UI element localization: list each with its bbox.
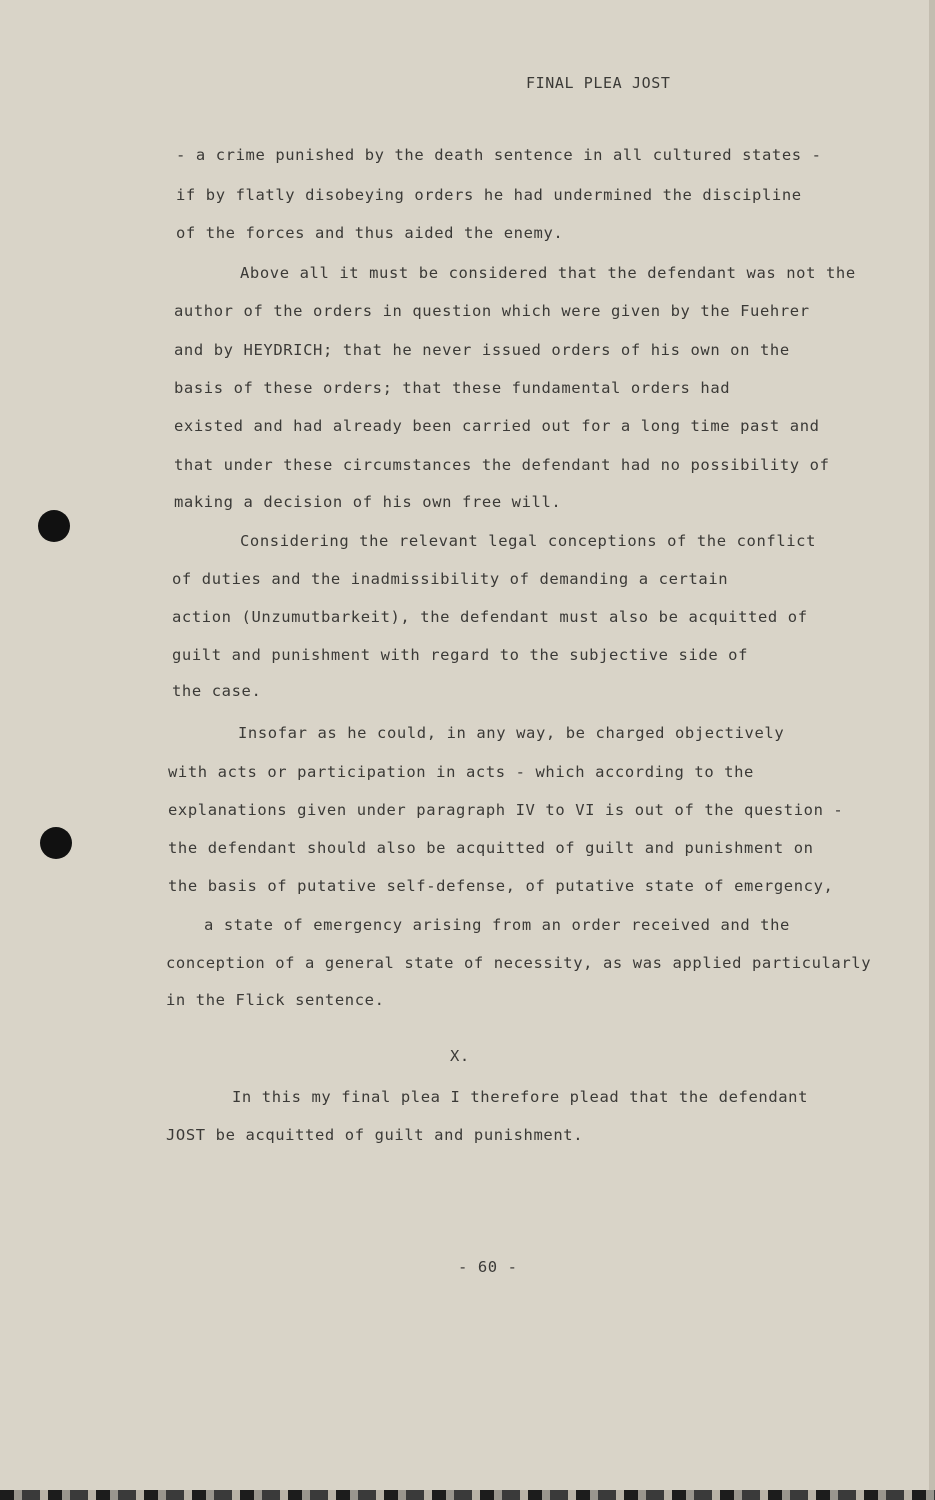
body-line: Considering the relevant legal conceptions of the conflict	[240, 532, 817, 550]
body-line: of the forces and thus aided the enemy.	[176, 224, 564, 242]
body-line: basis of these orders; that these fundamental orders had	[174, 379, 731, 397]
body-line: guilt and punishment with regard to the subjective side of	[172, 646, 749, 664]
body-line: Insofar as he could, in any way, be charged objectively	[238, 724, 785, 742]
body-line: a state of emergency arising from an order received and the	[204, 916, 790, 934]
punch-hole	[38, 510, 70, 542]
scan-edge	[0, 1490, 935, 1500]
body-line: and by HEYDRICH; that he never issued orders of his own on the	[174, 341, 790, 359]
body-line: with acts or participation in acts - which according to the	[168, 763, 754, 781]
body-line: conception of a general state of necessity, as was applied particularly	[166, 954, 872, 972]
body-line: the defendant should also be acquitted of guilt and punishment on	[168, 839, 814, 857]
body-line: the basis of putative self-defense, of putative state of emergency,	[168, 877, 834, 895]
body-line: explanations given under paragraph IV to VI is out of the question -	[168, 801, 844, 819]
body-line: author of the orders in question which were given by the Fuehrer	[174, 302, 810, 320]
page-number: - 60 -	[458, 1258, 518, 1276]
body-line: in the Flick sentence.	[166, 991, 385, 1009]
body-line: existed and had already been carried out for a long time past and	[174, 417, 820, 435]
page-header: FINAL PLEA JOST	[526, 74, 671, 92]
punch-hole	[40, 827, 72, 859]
body-line: that under these circumstances the defendant had no possibility of	[174, 456, 830, 474]
closing-line: In this my final plea I therefore plead that the defendant	[232, 1088, 809, 1106]
body-line: the case.	[172, 682, 262, 700]
body-line: if by flatly disobeying orders he had undermined the discipline	[176, 186, 802, 204]
section-heading: X.	[450, 1047, 470, 1065]
body-line: - a crime punished by the death sentence in all cultured states -	[176, 146, 822, 164]
body-line: of duties and the inadmissibility of demanding a certain	[172, 570, 729, 588]
body-line: action (Unzumutbarkeit), the defendant must also be acquitted of	[172, 608, 808, 626]
body-line: Above all it must be considered that the defendant was not the	[240, 264, 856, 282]
closing-line: JOST be acquitted of guilt and punishment.	[166, 1126, 584, 1144]
body-line: making a decision of his own free will.	[174, 493, 562, 511]
